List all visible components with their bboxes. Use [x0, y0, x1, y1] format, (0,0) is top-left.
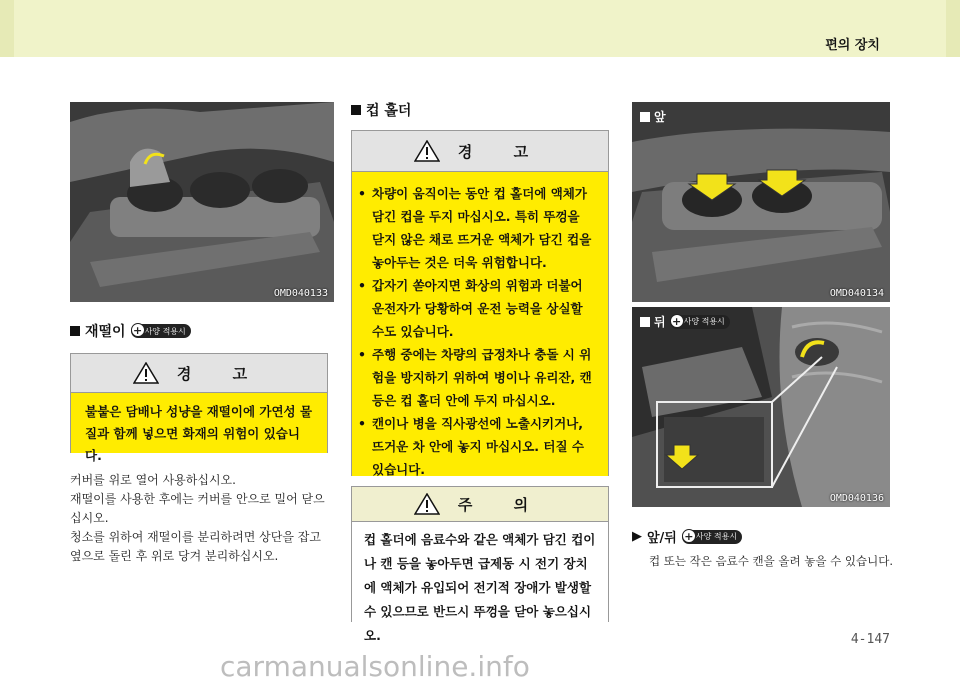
rear-cupholder-illustration — [632, 307, 890, 507]
front-cupholder-illustration — [632, 102, 890, 302]
cupholder-warning-title: 경 고 — [457, 142, 547, 161]
front-photo-label — [640, 108, 666, 125]
list-item: • 캔이나 병을 직사광선에 노출시키거나, 뜨거운 차 안에 놓지 마십시오. 터질 수 있습니다. — [358, 412, 596, 481]
plus-icon: + — [682, 529, 696, 543]
ashtray-warning-title: 경 고 — [176, 364, 266, 383]
front-label-text: 앞 — [654, 110, 666, 124]
ashtray-warning-header — [71, 354, 327, 393]
option-badge — [670, 315, 730, 329]
list-item: • 갑자기 쏟아지면 화상의 위험과 더불어 운전자가 당황하여 운전 능력을 상실할 수도 있습니다. — [358, 274, 596, 343]
plus-icon: + — [131, 323, 145, 337]
rear-photo-code: OMD040136 — [829, 493, 884, 504]
header-band — [0, 0, 960, 57]
warning-triangle-icon — [414, 140, 440, 162]
ashtray-para-1: 커버를 위로 열어 사용하십시오. — [70, 473, 236, 487]
cupholder-caution-header — [352, 487, 608, 522]
list-item: • 차량이 움직이는 동안 컵 홀더에 액체가 담긴 컵을 두지 마십시오. 특히 뚜껑을 닫지 않은 채로 뜨거운 액체가 담긴 컵을 놓아두는 것은 더욱 위험합니다. — [358, 182, 596, 274]
ashtray-photo-code: OMD040133 — [273, 288, 328, 299]
square-bullet-icon — [351, 105, 361, 115]
ashtray-warning-box — [70, 353, 328, 463]
square-bullet-icon — [70, 326, 80, 336]
section-title: 편의 장치 — [825, 38, 880, 53]
cupholder-subhead-text: 컵 홀더 — [366, 103, 412, 119]
ashtray-para-2: 재떨이를 사용한 후에는 커버를 안으로 밀어 닫으십시오. — [70, 492, 325, 525]
page-number: 4-147 — [850, 632, 890, 647]
rear-label-text: 뒤 — [654, 315, 666, 329]
ashtray-photo — [70, 102, 334, 302]
cupholder-caution-body — [352, 522, 608, 654]
ashtray-para-3: 청소를 위하여 재떨이를 분리하려면 상단을 잡고 옆으로 돌린 후 위로 당겨 분리하십시오. — [70, 530, 321, 563]
plus-icon: + — [670, 314, 684, 328]
cupholder-warning-box — [351, 130, 609, 476]
rear-cupholder-photo — [632, 307, 890, 507]
cupholder-caution-box — [351, 486, 609, 643]
caution-triangle-icon — [414, 493, 440, 515]
option-badge — [682, 530, 742, 544]
option-badge-text: 사양 적용시 — [144, 326, 186, 336]
front-rear-subhead — [632, 527, 742, 546]
front-photo-code: OMD040134 — [829, 288, 884, 299]
cupholder-subhead — [351, 100, 411, 120]
ashtray-warning-text: 불붙은 담배나 성냥을 재떨이에 가연성 물질과 함께 넣으면 화재의 위험이 있습니다. — [85, 404, 313, 463]
ashtray-subhead — [70, 321, 191, 341]
ashtray-instructions — [70, 471, 332, 566]
watermark: carmanualsonline.info — [220, 650, 530, 683]
ashtray-photo-illustration — [70, 102, 334, 302]
front-rear-subhead-text: 앞/뒤 — [647, 531, 677, 546]
ashtray-subhead-text: 재떨이 — [85, 324, 126, 340]
option-badge — [131, 324, 191, 338]
header-tab-right — [946, 0, 960, 57]
square-bullet-icon — [640, 112, 650, 122]
triangle-bullet-icon: ▶ — [632, 529, 642, 544]
cupholder-caution-title: 주 의 — [457, 495, 547, 514]
cupholder-warning-body — [352, 172, 608, 476]
front-rear-text: 컵 또는 작은 음료수 캔을 올려 놓을 수 있습니다. — [649, 554, 893, 568]
front-cupholder-photo — [632, 102, 890, 302]
option-badge-text: 사양 적용시 — [683, 317, 725, 326]
cupholder-caution-text: 컵 홀더에 음료수와 같은 액체가 담긴 컵이나 캔 등을 놓아두면 급제동 시 전기 장치에 액체가 유입되어 전기적 장애가 발생할 수 있으므로 반드시 뚜껑을 닫아 놓으십시오. — [364, 532, 596, 643]
cupholder-warning-list — [352, 172, 608, 487]
ashtray-warning-body — [71, 393, 327, 463]
list-item: • 주행 중에는 차량의 급정차나 충돌 시 위험을 방지하기 위하여 병이나 유리잔, 캔 등은 컵 홀더 안에 두지 마십시오. — [358, 343, 596, 412]
rear-photo-label — [640, 313, 730, 330]
square-bullet-icon — [640, 317, 650, 327]
warning-triangle-icon — [133, 362, 159, 384]
header-tab-left — [0, 0, 14, 57]
cupholder-warning-header — [352, 131, 608, 172]
option-badge-text: 사양 적용시 — [695, 532, 738, 541]
